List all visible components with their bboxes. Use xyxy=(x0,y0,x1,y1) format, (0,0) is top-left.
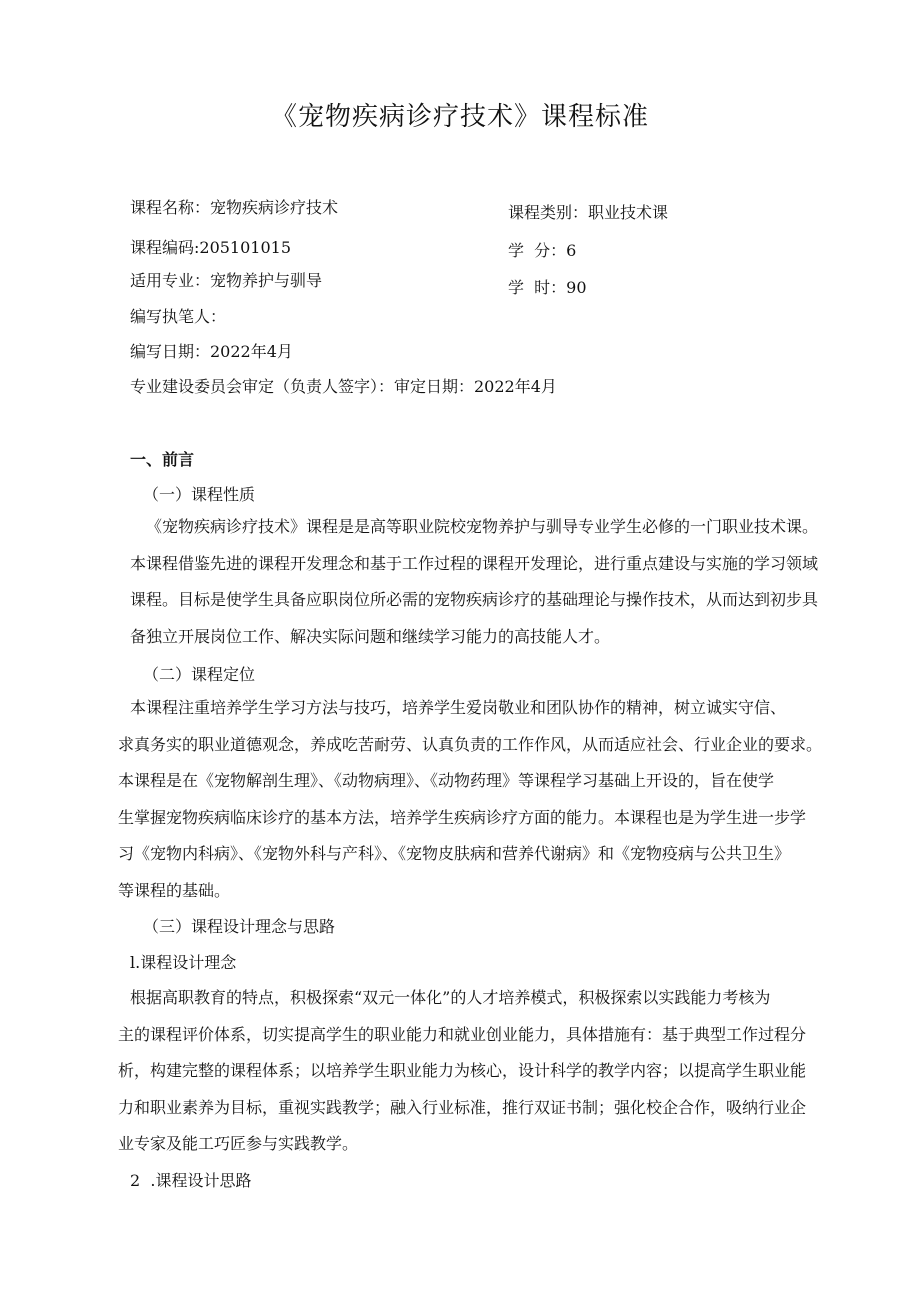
paragraph-line: 主的课程评价体系，切实提高学生的职业能力和就业创业能力，具体措施有：基于典型工作过程分 xyxy=(118,1024,807,1044)
item-heading-design-approach: 2 .课程设计思路 xyxy=(130,1171,252,1190)
paragraph-line: 求真务实的职业道德观念，养成吃苦耐劳、认真负责的工作作风，从而适应社会、行业企业的要求。 xyxy=(118,734,823,754)
paragraph-line: 课程。目标是使学生具备应职岗位所必需的宠物疾病诊疗的基础理论与操作技术，从而达到初步具 xyxy=(130,590,819,609)
applicable-major: 适用专业：宠物养护与驯导 xyxy=(130,271,323,290)
paragraph-line: 业专家及能工巧匠参与实践教学。 xyxy=(118,1134,359,1153)
paragraph-course-position xyxy=(118,690,848,909)
course-credit: 学 分：6 xyxy=(508,241,577,260)
paragraph-line: 习《宠物内科病》、《宠物外科与产科》、《宠物皮肤病和营养代谢病》和《宠物疫病与公共卫生》 xyxy=(118,844,791,863)
course-name: 课程名称：宠物疾病诊疗技术 xyxy=(130,198,339,217)
paragraph-line: 本课程借鉴先进的课程开发理念和基于工作过程的课程开发理论，进行重点建设与实施的学习领域 xyxy=(130,553,819,573)
paragraph-design-concept xyxy=(118,980,848,1163)
page-title: 《宠物疾病诊疗技术》课程标准 xyxy=(270,102,649,132)
course-hours: 学 时：90 xyxy=(508,278,587,297)
paragraph-line: 《宠物疾病诊疗技术》课程是是高等职业院校宠物养护与驯导专业学生必修的一门职业技术课。 xyxy=(146,517,819,536)
review-line: 专业建设委员会审定（负责人签字）：审定日期：2022年4月 xyxy=(130,377,557,396)
paragraph-line: 力和职业素养为目标，重视实践教学；融入行业标准，推行双证书制；强化校企合作，吸纳行业企 xyxy=(118,1097,807,1117)
course-code: 课程编码:205101015 xyxy=(130,238,292,257)
paragraph-line: 根据高职教育的特点，积极探索“双元一体化”的人才培养模式，积极探索以实践能力考核为 xyxy=(130,988,771,1007)
subsection-heading-position: （二）课程定位 xyxy=(143,665,256,684)
paragraph-course-nature xyxy=(130,509,848,655)
subsection-heading-nature: （一）课程性质 xyxy=(143,485,256,504)
paragraph-line: 本课程注重培养学生学习方法与技巧，培养学生爱岗敬业和团队协作的精神，树立诚实守信、 xyxy=(130,698,787,717)
section-heading-preface: 一、前言 xyxy=(130,450,195,469)
subsection-heading-design: （三）课程设计理念与思路 xyxy=(143,917,336,936)
paragraph-line: 备独立开展岗位工作、解决实际问题和继续学习能力的高技能人才。 xyxy=(130,626,611,646)
paragraph-line: 析，构建完整的课程体系；以培养学生职业能力为核心，设计科学的教学内容；以提高学生职业能 xyxy=(118,1061,807,1080)
course-type: 课程类别：职业技术课 xyxy=(508,203,669,222)
paragraph-line: 等课程的基础。 xyxy=(118,880,231,900)
author-field: 编写执笔人： xyxy=(130,307,227,326)
write-date: 编写日期：2022年4月 xyxy=(130,342,293,361)
paragraph-line: 本课程是在《宠物解剖生理》、《动物病理》、《动物药理》等课程学习基础上开设的，旨在使学 xyxy=(118,771,775,790)
item-heading-design-concept: l.课程设计理念 xyxy=(130,953,237,972)
paragraph-line: 生掌握宠物疾病临床诊疗的基本方法，培养学生疾病诊疗方面的能力。本课程也是为学生进一步学 xyxy=(118,807,807,827)
